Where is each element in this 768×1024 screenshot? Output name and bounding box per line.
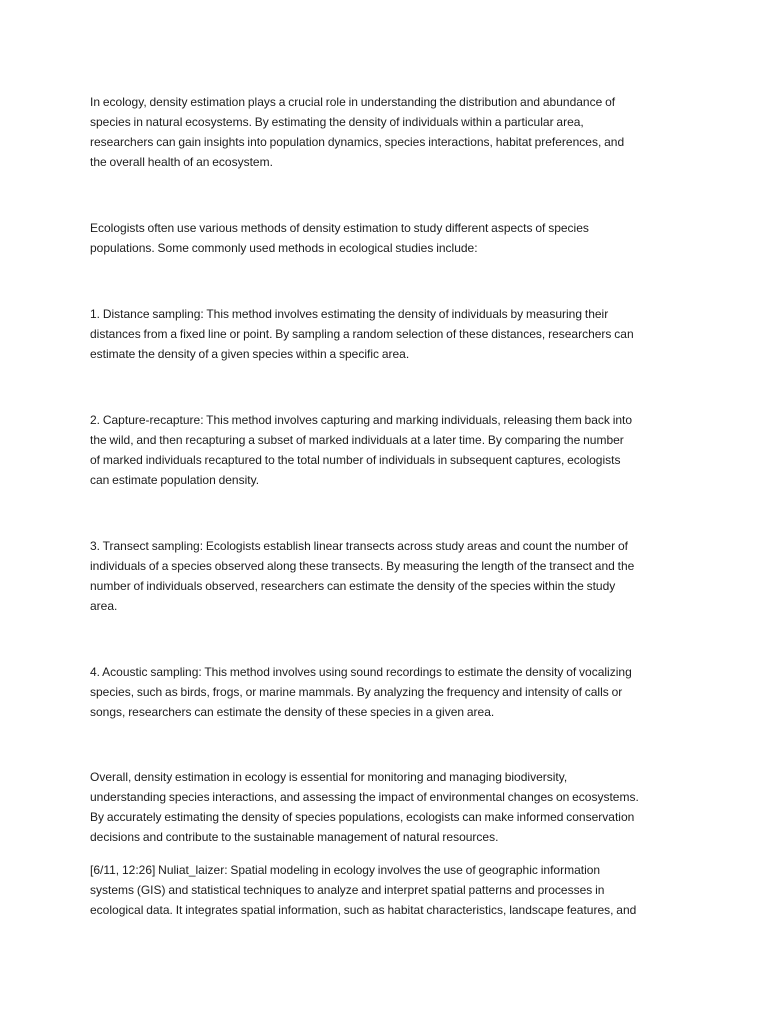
text-line: estimate the density of a given species within a specific area.	[90, 347, 410, 361]
text-line: Ecologists often use various methods of density estimation to study different aspects of species	[90, 221, 589, 235]
paragraph-capture-recapture	[90, 410, 690, 490]
text-line: the overall health of an ecosystem.	[90, 155, 273, 169]
text-line: In ecology, density estimation plays a crucial role in understanding the distribution and abundance of	[90, 95, 616, 109]
text-line: 3. Transect sampling: Ecologists establish linear transects across study areas and count the number of	[90, 539, 628, 553]
paragraph-methods-intro	[90, 218, 690, 258]
paragraph-conclusion	[90, 767, 690, 847]
text-line: populations. Some commonly used methods in ecological studies include:	[90, 241, 478, 255]
text-line: 4. Acoustic sampling: This method involves using sound recordings to estimate the density of vocalizing	[90, 665, 632, 679]
text-line: species, such as birds, frogs, or marine mammals. By analyzing the frequency and intensity of calls or	[90, 685, 623, 699]
text-line: By accurately estimating the density of species populations, ecologists can make informed conservation	[90, 810, 635, 824]
text-line: Overall, density estimation in ecology is essential for monitoring and managing biodiversity,	[90, 770, 568, 784]
text-line: songs, researchers can estimate the density of these species in a given area.	[90, 705, 495, 719]
text-line: the wild, and then recapturing a subset of marked individuals at a later time. By comparing the number	[90, 433, 624, 447]
text-line: researchers can gain insights into population dynamics, species interactions, habitat preferences, and	[90, 135, 625, 149]
paragraph-intro	[90, 92, 690, 172]
paragraph-chat-message	[90, 860, 690, 920]
text-line: 2. Capture-recapture: This method involves capturing and marking individuals, releasing them back into	[90, 413, 633, 427]
paragraph-transect-sampling	[90, 536, 690, 616]
text-line: of marked individuals recaptured to the total number of individuals in subsequent captures, ecologists	[90, 453, 621, 467]
text-line: ecological data. It integrates spatial information, such as habitat characteristics, landscape features, and	[90, 903, 637, 917]
text-line: understanding species interactions, and assessing the impact of environmental changes on ecosystems.	[90, 790, 639, 804]
text-line: can estimate population density.	[90, 473, 260, 487]
text-line: number of individuals observed, researchers can estimate the density of the species within the study	[90, 579, 616, 593]
text-line: individuals of a species observed along these transects. By measuring the length of the transect and the	[90, 559, 635, 573]
text-line: species in natural ecosystems. By estimating the density of individuals within a particular area,	[90, 115, 584, 129]
text-line: area.	[90, 599, 118, 613]
text-line: decisions and contribute to the sustainable management of natural resources.	[90, 830, 499, 844]
text-line: distances from a fixed line or point. By sampling a random selection of these distances, researchers can	[90, 327, 634, 341]
text-line: 1. Distance sampling: This method involves estimating the density of individuals by measuring their	[90, 307, 609, 321]
text-line: systems (GIS) and statistical techniques to analyze and interpret spatial patterns and processes in	[90, 883, 605, 897]
paragraph-distance-sampling	[90, 304, 690, 364]
text-line: [6/11, 12:26] Nuliat_laizer: Spatial modeling in ecology involves the use of geographic information	[90, 863, 601, 877]
paragraph-acoustic-sampling	[90, 662, 690, 722]
